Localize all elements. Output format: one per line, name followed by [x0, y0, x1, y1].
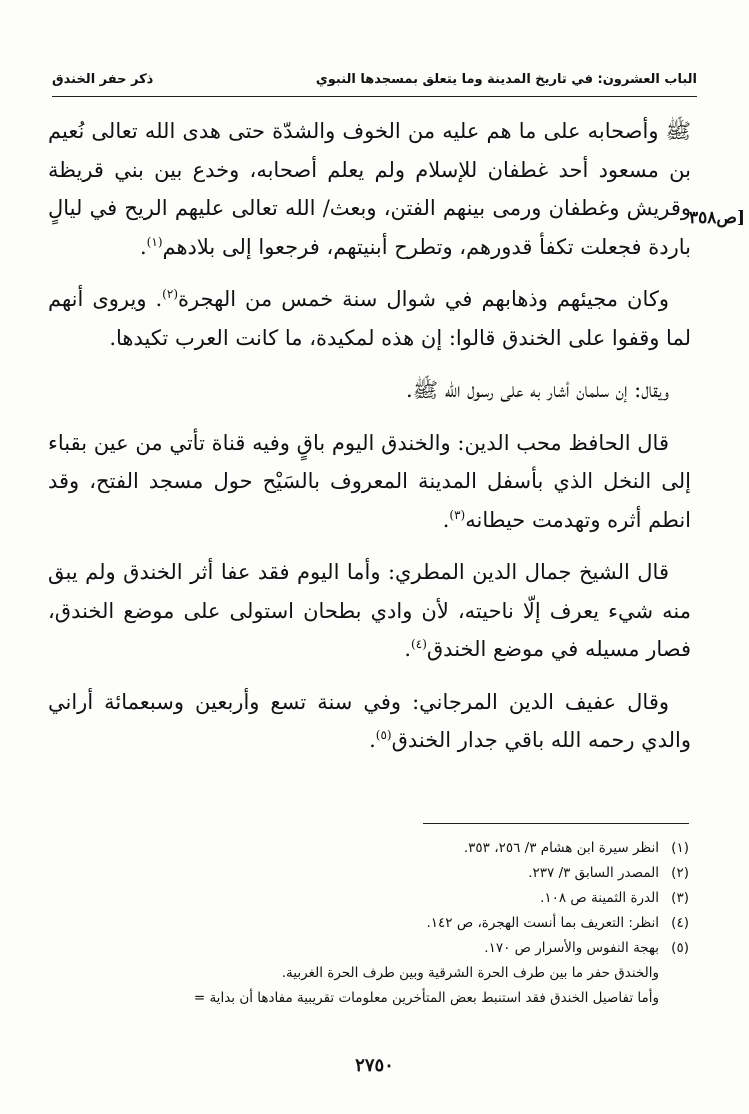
footnote-text: الدرة الثمينة ص ١٠٨.	[540, 890, 659, 906]
main-text	[48, 112, 691, 774]
paragraph-5	[48, 553, 691, 669]
paragraph-end: .	[404, 637, 412, 661]
footnote-number: (٤)	[671, 915, 689, 931]
paragraph-text: وكان مجيئهم وذهابهم في شوال سنة خمس من الهجرة	[178, 287, 670, 311]
paragraph-1	[48, 112, 691, 266]
footnote-number: (٢)	[671, 865, 689, 881]
footnote-number: (٣)	[671, 890, 689, 906]
paragraph-end: .	[442, 507, 450, 532]
footnote-ref: (٥)	[375, 728, 392, 742]
running-header	[52, 62, 697, 97]
footnote-1	[52, 836, 689, 861]
footnote-continuation-2: وأما تفاصيل الخندق فقد استنبط بعض المتأخرين معلومات تقريبية مفادها أن بداية =	[193, 990, 659, 1006]
paragraph-text: قال الحافظ محب الدين: والخندق اليوم باقٍ وفيه قناة تأتي من عين بقباء إلى النخل الذي بأسفل المدينة المعروف بالسَيْح حول مسجد الفتح، وقد انطم أثره وتهدمت حيطانه	[48, 430, 691, 532]
footnote-2	[52, 861, 689, 886]
footnote-ref: (٢)	[162, 287, 178, 301]
paragraph-end: . ويروى أنهم لما وقفوا على الخندق قالوا: إن هذه لمكيدة، ما كانت العرب تكيدها.	[48, 287, 691, 350]
footnote-text: المصدر السابق ٣/ ٢٣٧.	[528, 865, 659, 881]
header-chapter-title: الباب العشرون: في تاريخ المدينة وما يتعلق بمسجدها النبوي	[315, 72, 697, 87]
paragraph-text: قال الشيخ جمال الدين المطري: وأما اليوم فقد عفا أثر الخندق ولم يبق منه شيء يعرف إلّا ناحيته، لأن وادي بطحان استولى على موضع الخندق، فصار مسيله في موضع الخندق	[48, 560, 691, 661]
paragraph-6	[48, 683, 691, 760]
paragraph-end: .	[139, 234, 147, 259]
paragraph-3	[48, 371, 691, 410]
footnote-3	[52, 886, 689, 911]
footnote-number: (٥)	[671, 940, 689, 956]
footnote-continuation-1: والخندق حفر ما بين طرف الحرة الشرقية وبين طرف الحرة الغربية.	[281, 965, 659, 981]
paragraph-text: ﷺ وأصحابه على ما هم عليه من الخوف والشدّة حتى هدى الله تعالى نُعيم بن مسعود أحد غطفان للإسلام ولم يعلم أصحابه، وخدع بين بني قريظة وقريش وغطفان ورمى بينهم الفتن، وبعث/ الله تعالى عليهم الريح في ليالٍ باردة فجعلت تكفأ قدورهم، وتطرح أبنيتهم، فرجعوا إلى بلادهم	[48, 119, 691, 259]
footnote-text: انظر سيرة ابن هشام ٣/ ٢٥٦، ٣٥٣.	[463, 840, 659, 856]
margin-page-reference: [ص٣٥٨	[688, 208, 745, 228]
footnote-ref: (٣)	[449, 507, 466, 522]
paragraph-text: ويقال: إن سلمان أشار به على رسول الله ﷺ.	[406, 378, 669, 402]
footnote-ref: (١)	[146, 234, 163, 249]
paragraph-text: وقال عفيف الدين المرجاني: وفي سنة تسع وأربعين وسبعمائة أراني والدي رحمه الله باقي جدار الخندق	[48, 689, 691, 752]
footnote-4	[52, 911, 689, 936]
paragraph-4	[48, 424, 691, 540]
page-number: ٢٧٥٠	[355, 1055, 394, 1076]
header-section-title: ذكر حفر الخندق	[52, 72, 154, 87]
footnote-text: بهجة النفوس والأسرار ص ١٧٠.	[484, 940, 659, 956]
footnotes	[52, 836, 689, 1011]
paragraph-2	[48, 280, 691, 357]
footnote-separator	[423, 823, 689, 824]
footnote-text: انظر: التعريف بما أنست الهجرة، ص ١٤٢.	[426, 915, 659, 931]
footnote-ref: (٤)	[411, 637, 427, 651]
paragraph-end: .	[369, 728, 376, 752]
footnote-5	[52, 936, 689, 961]
footnote-number: (١)	[671, 840, 689, 856]
